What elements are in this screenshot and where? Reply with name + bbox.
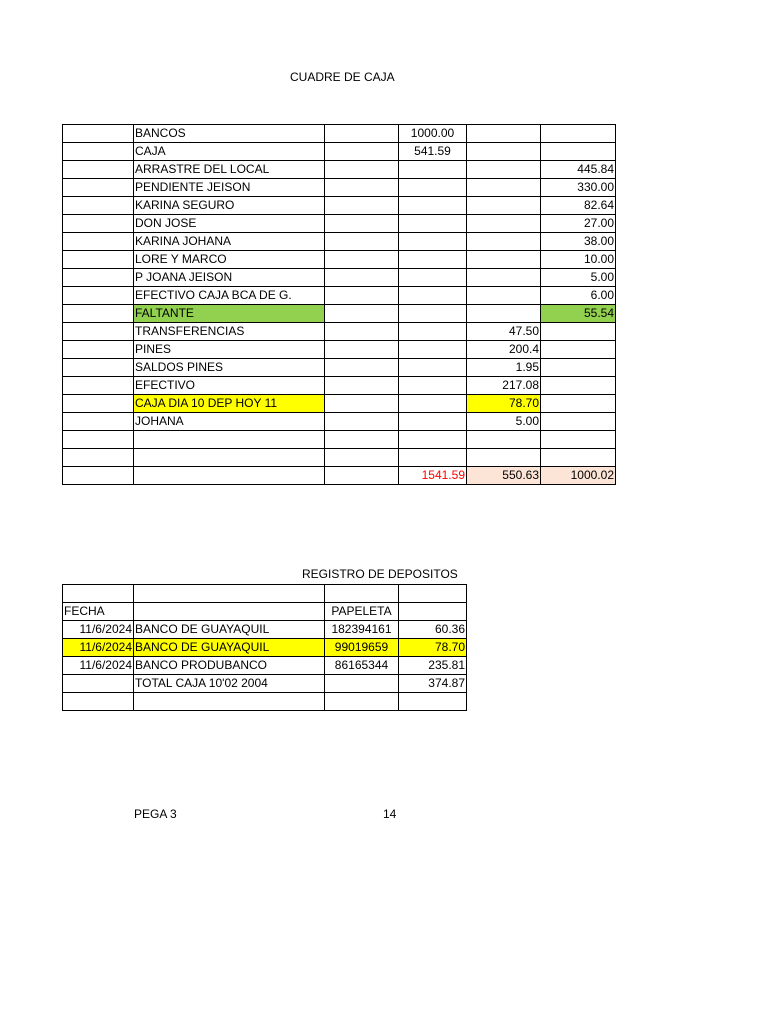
row-spacer-cell [63,359,134,377]
cuadre-row [63,395,616,413]
row-value-e: 1.95 [467,359,541,377]
row-empty-cell [325,323,399,341]
row-spacer-cell [63,125,134,143]
deposito-papeleta [325,675,399,693]
deposito-monto: 374.87 [399,675,467,693]
deposito-fecha: 11/6/2024 [63,639,134,657]
deposito-banco: TOTAL CAJA 10'02 2004 [134,675,325,693]
row-value-d [399,197,467,215]
row-value-d [399,287,467,305]
row-value-e [467,449,541,467]
row-value-d [399,377,467,395]
row-empty-cell [325,395,399,413]
depositos-empty-row [63,693,467,711]
cuadre-row [63,377,616,395]
row-value-e [467,197,541,215]
deposito-row [63,621,467,639]
cuadre-row [63,341,616,359]
deposito-papeleta: 86165344 [325,657,399,675]
row-empty-cell [325,125,399,143]
cuadre-row [63,287,616,305]
row-value-d [399,359,467,377]
row-value-e [467,431,541,449]
total-f: 1000.02 [541,467,616,485]
cuadre-row [63,215,616,233]
cuadre-row [63,161,616,179]
row-spacer-cell [63,377,134,395]
row-value-e [467,125,541,143]
footer-label: PEGA 3 [134,807,177,821]
row-spacer-cell [63,287,134,305]
deposito-row [63,675,467,693]
row-value-e [467,161,541,179]
totals-spacer-cell [134,467,325,485]
row-value-f: 27.00 [541,215,616,233]
row-label: PENDIENTE JEISON [134,179,325,197]
row-label [134,449,325,467]
depositos-title: REGISTRO DE DEPOSITOS [302,567,458,581]
deposito-monto: 60.36 [399,621,467,639]
depositos-blank-row [63,585,467,603]
row-spacer-cell [63,143,134,161]
row-spacer-cell [63,179,134,197]
row-value-e [467,215,541,233]
row-spacer-cell [63,233,134,251]
total-d: 1541.59 [399,467,467,485]
row-empty-cell [325,359,399,377]
totals-spacer-cell [325,467,399,485]
row-spacer-cell [63,431,134,449]
row-value-f [541,395,616,413]
row-value-f: 38.00 [541,233,616,251]
row-label: ARRASTRE DEL LOCAL [134,161,325,179]
row-spacer-cell [63,215,134,233]
total-e: 550.63 [467,467,541,485]
cuadre-row [63,251,616,269]
row-value-d [399,179,467,197]
row-label: BANCOS [134,125,325,143]
row-empty-cell [325,179,399,197]
deposito-row [63,639,467,657]
row-spacer-cell [63,413,134,431]
row-value-f [541,143,616,161]
row-label [134,431,325,449]
row-empty-cell [325,197,399,215]
row-value-e [467,143,541,161]
fecha-header: FECHA [63,603,134,621]
row-spacer-cell [63,251,134,269]
row-spacer-cell [63,305,134,323]
row-empty-cell [325,431,399,449]
deposito-papeleta: 182394161 [325,621,399,639]
cuadre-row [63,143,616,161]
cuadre-row [63,233,616,251]
row-label: EFECTIVO CAJA BCA DE G. [134,287,325,305]
row-empty-cell [325,341,399,359]
row-empty-cell [325,413,399,431]
cuadre-row [63,449,616,467]
footer-value: 14 [383,807,397,821]
cuadre-totals-row [63,467,616,485]
row-value-f [541,341,616,359]
row-value-d [399,251,467,269]
row-value-e: 78.70 [467,395,541,413]
depositos-header-row [63,603,467,621]
row-label: KARINA JOHANA [134,233,325,251]
row-value-f [541,377,616,395]
row-empty-cell [325,287,399,305]
row-spacer-cell [63,341,134,359]
row-value-f: 10.00 [541,251,616,269]
deposito-banco: BANCO DE GUAYAQUIL [134,621,325,639]
deposito-fecha [63,675,134,693]
row-empty-cell [325,305,399,323]
row-value-f: 55.54 [541,305,616,323]
totals-spacer-cell [63,467,134,485]
row-empty-cell [325,449,399,467]
row-value-e: 217.08 [467,377,541,395]
row-empty-cell [325,377,399,395]
cuadre-row [63,179,616,197]
row-value-d [399,269,467,287]
deposito-banco: BANCO PRODUBANCO [134,657,325,675]
row-value-d: 541.59 [399,143,467,161]
row-value-d [399,449,467,467]
row-value-e [467,305,541,323]
cuadre-title: CUADRE DE CAJA [290,70,395,84]
row-empty-cell [325,269,399,287]
row-value-f: 82.64 [541,197,616,215]
row-value-e [467,233,541,251]
row-spacer-cell [63,197,134,215]
row-empty-cell [325,233,399,251]
cuadre-row [63,269,616,287]
deposito-fecha: 11/6/2024 [63,621,134,639]
row-value-d [399,161,467,179]
row-label: PINES [134,341,325,359]
row-empty-cell [325,143,399,161]
row-value-f: 5.00 [541,269,616,287]
row-value-f [541,413,616,431]
cuadre-row [63,413,616,431]
row-spacer-cell [63,395,134,413]
row-value-d [399,341,467,359]
row-value-d [399,413,467,431]
row-value-d [399,323,467,341]
row-value-f [541,359,616,377]
row-value-f [541,449,616,467]
row-label: SALDOS PINES [134,359,325,377]
row-value-f: 445.84 [541,161,616,179]
cuadre-row [63,197,616,215]
deposito-monto: 78.70 [399,639,467,657]
row-value-d [399,431,467,449]
cuadre-row [63,305,616,323]
cuadre-row [63,431,616,449]
row-value-d: 1000.00 [399,125,467,143]
deposito-monto: 235.81 [399,657,467,675]
row-value-f: 330.00 [541,179,616,197]
depositos-table [62,584,467,711]
row-spacer-cell [63,269,134,287]
row-value-e: 47.50 [467,323,541,341]
deposito-fecha: 11/6/2024 [63,657,134,675]
cuadre-row [63,323,616,341]
cuadre-table [62,124,616,485]
row-value-e [467,269,541,287]
deposito-banco: BANCO DE GUAYAQUIL [134,639,325,657]
row-label: KARINA SEGURO [134,197,325,215]
row-value-e: 5.00 [467,413,541,431]
row-value-e: 200.4 [467,341,541,359]
row-label: LORE Y MARCO [134,251,325,269]
cuadre-row [63,359,616,377]
deposito-row [63,657,467,675]
row-label: TRANSFERENCIAS [134,323,325,341]
row-label: CAJA [134,143,325,161]
row-value-e [467,251,541,269]
row-spacer-cell [63,449,134,467]
row-value-f [541,125,616,143]
row-label: FALTANTE [134,305,325,323]
row-empty-cell [325,161,399,179]
row-spacer-cell [63,323,134,341]
papeleta-header: PAPELETA [325,603,399,621]
row-value-d [399,215,467,233]
row-value-d [399,305,467,323]
row-label: EFECTIVO [134,377,325,395]
row-label: JOHANA [134,413,325,431]
row-value-d [399,233,467,251]
row-value-d [399,395,467,413]
row-value-e [467,287,541,305]
row-label: DON JOSE [134,215,325,233]
row-label: P JOANA JEISON [134,269,325,287]
row-value-f [541,323,616,341]
monto-header [399,603,467,621]
row-spacer-cell [63,161,134,179]
deposito-papeleta: 99019659 [325,639,399,657]
banco-header [134,603,325,621]
row-value-e [467,179,541,197]
row-empty-cell [325,251,399,269]
row-value-f [541,431,616,449]
row-label: CAJA DIA 10 DEP HOY 11 [134,395,325,413]
cuadre-row [63,125,616,143]
row-value-f: 6.00 [541,287,616,305]
row-empty-cell [325,215,399,233]
